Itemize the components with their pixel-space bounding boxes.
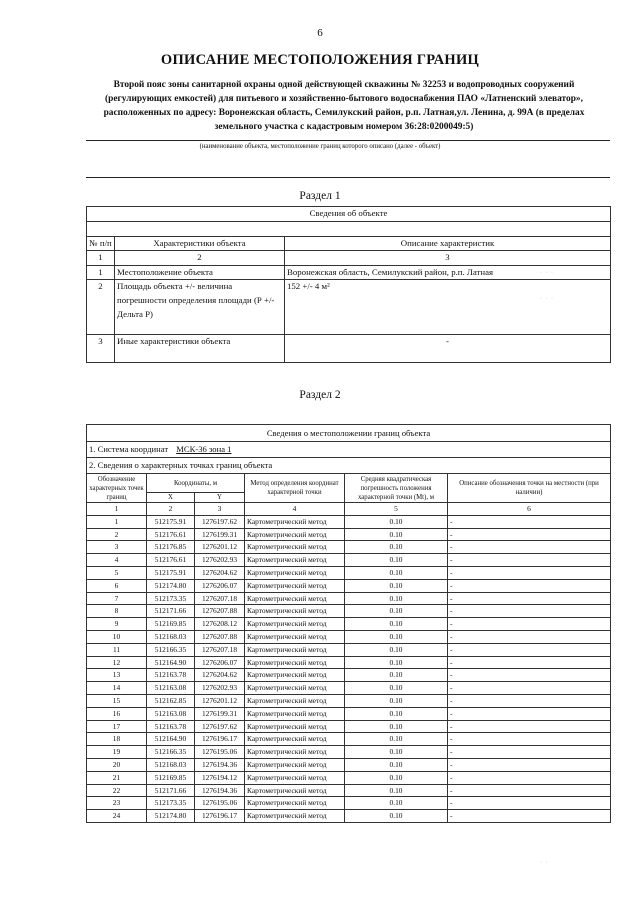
- point-m-cell: Картометрический метод: [245, 541, 345, 554]
- point-x-cell: 512163.78: [147, 720, 195, 733]
- subtitle-underline: [86, 140, 610, 141]
- point-d-cell: -: [448, 592, 611, 605]
- point-m-cell: Картометрический метод: [245, 707, 345, 720]
- point-n-cell: 5: [87, 566, 147, 579]
- point-y-cell: 1276196.17: [195, 810, 245, 823]
- point-d-cell: -: [448, 669, 611, 682]
- col-number-row: [87, 503, 611, 516]
- point-y-cell: 1276207.88: [195, 605, 245, 618]
- point-m-cell: Картометрический метод: [245, 554, 345, 567]
- row-description: 152 +/- 4 м²: [285, 280, 611, 335]
- col-header-point: Обозначение характерных точек границ: [87, 474, 147, 503]
- point-m-cell: Картометрический метод: [245, 720, 345, 733]
- point-d-cell: -: [448, 758, 611, 771]
- subtitle-caption: (наименование объекта, местоположение границ которого описано (далее - объект): [199, 143, 441, 150]
- coord-system-cell: [87, 442, 611, 458]
- col-header-y: Y: [195, 493, 245, 503]
- point-mt-cell: 0.10: [345, 746, 448, 759]
- point-x-cell: 512163.08: [147, 682, 195, 695]
- point-y-cell: 1276196.17: [195, 733, 245, 746]
- point-n-cell: 2: [87, 528, 147, 541]
- spacer-row: [87, 221, 611, 236]
- point-y-cell: 1276194.12: [195, 771, 245, 784]
- table-row: [87, 541, 611, 554]
- col-number: 2: [115, 251, 285, 266]
- table-row: [87, 643, 611, 656]
- col-header-description: Описание обозначения точки на местности (при наличии): [448, 474, 611, 503]
- scan-noise: · · ·: [540, 296, 554, 302]
- point-d-cell: -: [448, 528, 611, 541]
- point-mt-cell: 0.10: [345, 733, 448, 746]
- point-x-cell: 512169.85: [147, 618, 195, 631]
- table-title-row: [87, 207, 611, 222]
- point-n-cell: 3: [87, 541, 147, 554]
- point-y-cell: 1276207.18: [195, 592, 245, 605]
- point-n-cell: 7: [87, 592, 147, 605]
- point-m-cell: Картометрический метод: [245, 566, 345, 579]
- row-num: 2: [87, 280, 115, 335]
- point-d-cell: -: [448, 694, 611, 707]
- col-number-row: [87, 251, 611, 266]
- point-mt-cell: 0.10: [345, 643, 448, 656]
- section2-heading: Раздел 2: [299, 389, 341, 401]
- col-number: 4: [245, 503, 345, 516]
- point-x-cell: 512171.66: [147, 784, 195, 797]
- point-m-cell: Картометрический метод: [245, 784, 345, 797]
- point-n-cell: 12: [87, 656, 147, 669]
- table-row: [87, 656, 611, 669]
- point-x-cell: 512175.91: [147, 515, 195, 528]
- point-d-cell: -: [448, 797, 611, 810]
- point-n-cell: 8: [87, 605, 147, 618]
- row-characteristic: Площадь объекта +/- величина погрешности определения площади (Р +/- Дельта Р): [115, 280, 285, 335]
- table-row: [87, 554, 611, 567]
- point-d-cell: -: [448, 566, 611, 579]
- point-mt-cell: 0.10: [345, 528, 448, 541]
- point-x-cell: 512164.90: [147, 733, 195, 746]
- point-d-cell: -: [448, 746, 611, 759]
- point-m-cell: Картометрический метод: [245, 528, 345, 541]
- point-mt-cell: 0.10: [345, 682, 448, 695]
- point-mt-cell: 0.10: [345, 810, 448, 823]
- table-row: [87, 630, 611, 643]
- point-x-cell: 512168.03: [147, 758, 195, 771]
- point-y-cell: 1276207.18: [195, 643, 245, 656]
- point-mt-cell: 0.10: [345, 630, 448, 643]
- point-y-cell: 1276206.07: [195, 656, 245, 669]
- point-y-cell: 1276208.12: [195, 618, 245, 631]
- point-mt-cell: 0.10: [345, 592, 448, 605]
- boundaries-title: Сведения о местоположении границ объекта: [87, 425, 611, 442]
- table-row: [87, 618, 611, 631]
- table-row: [87, 682, 611, 695]
- section1-heading: Раздел 1: [299, 190, 341, 202]
- point-y-cell: 1276194.36: [195, 758, 245, 771]
- point-x-cell: 512166.35: [147, 643, 195, 656]
- point-y-cell: 1276204.62: [195, 669, 245, 682]
- point-mt-cell: 0.10: [345, 707, 448, 720]
- row-description: -: [285, 335, 611, 363]
- table-row: [87, 515, 611, 528]
- point-n-cell: 19: [87, 746, 147, 759]
- table-row: [87, 335, 611, 363]
- point-d-cell: -: [448, 707, 611, 720]
- point-y-cell: 1276195.06: [195, 797, 245, 810]
- col-header-x: X: [147, 493, 195, 503]
- point-mt-cell: 0.10: [345, 771, 448, 784]
- col-header-coords: Координаты, м: [147, 474, 245, 493]
- point-n-cell: 21: [87, 771, 147, 784]
- point-m-cell: Картометрический метод: [245, 810, 345, 823]
- scan-noise: · ·: [540, 860, 549, 866]
- boundary-points-table: [86, 424, 611, 823]
- point-n-cell: 22: [87, 784, 147, 797]
- table-row: [87, 707, 611, 720]
- point-m-cell: Картометрический метод: [245, 656, 345, 669]
- point-m-cell: Картометрический метод: [245, 733, 345, 746]
- point-n-cell: 13: [87, 669, 147, 682]
- point-m-cell: Картометрический метод: [245, 746, 345, 759]
- point-y-cell: 1276201.12: [195, 694, 245, 707]
- table-row: [87, 579, 611, 592]
- points-label: 2. Сведения о характерных точках границ объекта: [87, 458, 611, 474]
- table-title-row: [87, 425, 611, 442]
- point-mt-cell: 0.10: [345, 797, 448, 810]
- coord-system-label: 1. Система координат: [89, 444, 169, 454]
- point-y-cell: 1276195.06: [195, 746, 245, 759]
- table-row: [87, 605, 611, 618]
- point-y-cell: 1276197.62: [195, 515, 245, 528]
- table-row: [87, 720, 611, 733]
- table-row: [87, 746, 611, 759]
- point-d-cell: -: [448, 541, 611, 554]
- point-x-cell: 512166.35: [147, 746, 195, 759]
- point-n-cell: 9: [87, 618, 147, 631]
- point-m-cell: Картометрический метод: [245, 643, 345, 656]
- point-y-cell: 1276201.12: [195, 541, 245, 554]
- points-body: [87, 515, 611, 822]
- point-x-cell: 512174.80: [147, 810, 195, 823]
- table-row: [87, 280, 611, 335]
- point-m-cell: Картометрический метод: [245, 797, 345, 810]
- point-m-cell: Картометрический метод: [245, 618, 345, 631]
- point-d-cell: -: [448, 579, 611, 592]
- point-x-cell: 512164.90: [147, 656, 195, 669]
- point-mt-cell: 0.10: [345, 618, 448, 631]
- point-m-cell: Картометрический метод: [245, 605, 345, 618]
- point-m-cell: Картометрический метод: [245, 592, 345, 605]
- table-row: [87, 797, 611, 810]
- point-mt-cell: 0.10: [345, 541, 448, 554]
- point-n-cell: 20: [87, 758, 147, 771]
- col-number: 3: [285, 251, 611, 266]
- point-mt-cell: 0.10: [345, 784, 448, 797]
- col-number: 6: [448, 503, 611, 516]
- col-header-characteristic: Характеристики объекта: [115, 236, 285, 251]
- point-d-cell: -: [448, 643, 611, 656]
- point-m-cell: Картометрический метод: [245, 579, 345, 592]
- point-n-cell: 15: [87, 694, 147, 707]
- point-d-cell: -: [448, 784, 611, 797]
- point-x-cell: 512175.91: [147, 566, 195, 579]
- point-d-cell: -: [448, 656, 611, 669]
- point-d-cell: -: [448, 630, 611, 643]
- table-row: [87, 528, 611, 541]
- table-row: [87, 758, 611, 771]
- header-row: [87, 236, 611, 251]
- point-n-cell: 10: [87, 630, 147, 643]
- col-header-accuracy: Средняя квадратическая погрешность положения характерной точки (Mt), м: [345, 474, 448, 503]
- object-info-title: Сведения об объекте: [87, 207, 611, 222]
- point-n-cell: 4: [87, 554, 147, 567]
- point-d-cell: -: [448, 618, 611, 631]
- point-y-cell: 1276199.31: [195, 707, 245, 720]
- table-row: [87, 592, 611, 605]
- point-d-cell: -: [448, 554, 611, 567]
- point-n-cell: 17: [87, 720, 147, 733]
- point-mt-cell: 0.10: [345, 566, 448, 579]
- point-x-cell: 512169.85: [147, 771, 195, 784]
- point-x-cell: 512173.35: [147, 797, 195, 810]
- row-characteristic: Местоположение объекта: [115, 265, 285, 280]
- point-x-cell: 512174.80: [147, 579, 195, 592]
- point-y-cell: 1276204.62: [195, 566, 245, 579]
- point-y-cell: 1276202.93: [195, 554, 245, 567]
- point-mt-cell: 0.10: [345, 579, 448, 592]
- scan-noise: · · ·: [540, 270, 554, 276]
- point-x-cell: 512173.35: [147, 592, 195, 605]
- table-row: [87, 669, 611, 682]
- table-row: [87, 265, 611, 280]
- point-mt-cell: 0.10: [345, 758, 448, 771]
- point-m-cell: Картометрический метод: [245, 630, 345, 643]
- point-m-cell: Картометрический метод: [245, 515, 345, 528]
- col-number: 1: [87, 251, 115, 266]
- point-x-cell: 512162.85: [147, 694, 195, 707]
- row-description: Воронежская область, Семилукский район, р.п. Латная: [285, 265, 611, 280]
- table-row: [87, 784, 611, 797]
- col-number: 3: [195, 503, 245, 516]
- document-subtitle: Второй пояс зоны санитарной охраны одной действующей скважины № 32253 и водопроводных сооружений (регулирующих емкостей) для питьевого и хозяйственно-бытового водоснабжения ПАО «Латненский элеватор», расположенных по адресу: Воронежская область, Семилукский район, р.п. Латная,ул. Ленина, д. 99А (в пределах земельного участка с кадастровым номером 36:28:0200049:5): [103, 80, 585, 132]
- header-row: [87, 474, 611, 493]
- point-mt-cell: 0.10: [345, 669, 448, 682]
- point-m-cell: Картометрический метод: [245, 771, 345, 784]
- point-d-cell: -: [448, 515, 611, 528]
- point-d-cell: -: [448, 682, 611, 695]
- point-mt-cell: 0.10: [345, 515, 448, 528]
- points-label-row: [87, 458, 611, 474]
- col-header-num: № п/п: [87, 236, 115, 251]
- point-n-cell: 6: [87, 579, 147, 592]
- object-info-table: [86, 206, 611, 363]
- table-row: [87, 694, 611, 707]
- col-header-description: Описание характеристик: [285, 236, 611, 251]
- point-n-cell: 14: [87, 682, 147, 695]
- point-m-cell: Картометрический метод: [245, 694, 345, 707]
- table-row: [87, 733, 611, 746]
- point-y-cell: 1276199.31: [195, 528, 245, 541]
- point-mt-cell: 0.10: [345, 554, 448, 567]
- point-x-cell: 512176.61: [147, 554, 195, 567]
- row-num: 3: [87, 335, 115, 363]
- point-x-cell: 512168.03: [147, 630, 195, 643]
- point-x-cell: 512176.61: [147, 528, 195, 541]
- row-characteristic: Иные характеристики объекта: [115, 335, 285, 363]
- page-number: 6: [317, 27, 323, 39]
- point-mt-cell: 0.10: [345, 605, 448, 618]
- point-x-cell: 512163.08: [147, 707, 195, 720]
- table-row: [87, 810, 611, 823]
- point-d-cell: -: [448, 720, 611, 733]
- point-d-cell: -: [448, 771, 611, 784]
- point-y-cell: 1276197.62: [195, 720, 245, 733]
- col-number: 1: [87, 503, 147, 516]
- point-n-cell: 23: [87, 797, 147, 810]
- coord-system-value: МСК-36 зона 1: [176, 444, 232, 454]
- point-d-cell: -: [448, 810, 611, 823]
- point-x-cell: 512171.66: [147, 605, 195, 618]
- point-y-cell: 1276207.88: [195, 630, 245, 643]
- col-number: 5: [345, 503, 448, 516]
- point-y-cell: 1276206.07: [195, 579, 245, 592]
- point-m-cell: Картометрический метод: [245, 758, 345, 771]
- point-x-cell: 512176.85: [147, 541, 195, 554]
- coord-system-row: [87, 442, 611, 458]
- table-row: [87, 771, 611, 784]
- point-n-cell: 18: [87, 733, 147, 746]
- point-x-cell: 512163.78: [147, 669, 195, 682]
- point-mt-cell: 0.10: [345, 656, 448, 669]
- point-n-cell: 1: [87, 515, 147, 528]
- point-d-cell: -: [448, 605, 611, 618]
- point-n-cell: 24: [87, 810, 147, 823]
- col-number: 2: [147, 503, 195, 516]
- point-mt-cell: 0.10: [345, 720, 448, 733]
- point-n-cell: 16: [87, 707, 147, 720]
- point-y-cell: 1276194.36: [195, 784, 245, 797]
- point-d-cell: -: [448, 733, 611, 746]
- document-title: ОПИСАНИЕ МЕСТОПОЛОЖЕНИЯ ГРАНИЦ: [160, 52, 480, 68]
- row-num: 1: [87, 265, 115, 280]
- point-n-cell: 11: [87, 643, 147, 656]
- point-y-cell: 1276202.93: [195, 682, 245, 695]
- blank-line: [86, 177, 610, 178]
- col-header-method: Метод определения координат характерной точки: [245, 474, 345, 503]
- point-mt-cell: 0.10: [345, 694, 448, 707]
- table-row: [87, 566, 611, 579]
- point-m-cell: Картометрический метод: [245, 669, 345, 682]
- point-m-cell: Картометрический метод: [245, 682, 345, 695]
